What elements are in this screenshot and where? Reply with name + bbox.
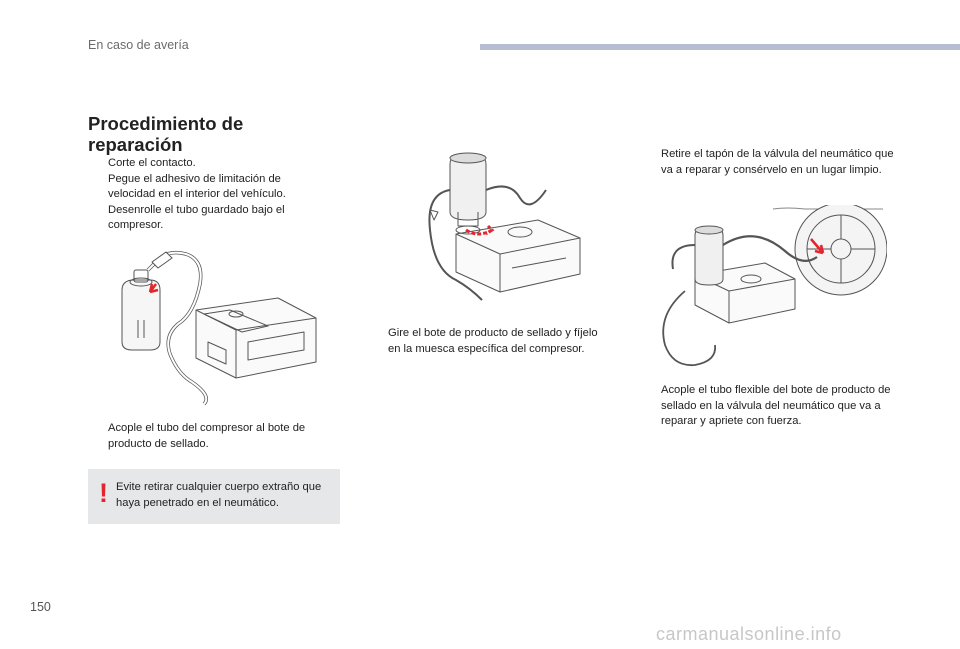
step-text: Pegue el adhesivo de limitación de velocidad en el interior del vehículo. xyxy=(108,172,286,200)
steps-list-column2 xyxy=(368,326,613,357)
step-item xyxy=(88,156,328,172)
step-text: Acople el tubo flexible del bote de producto de sellado en la válvula del neumático que va a reparar y apriete con fuerza. xyxy=(661,384,891,427)
steps-list-column3-bottom xyxy=(641,383,896,430)
step-text: Acople el tubo del compresor al bote de producto de sellado. xyxy=(108,422,306,450)
tyre-valve-connection-illustration xyxy=(655,205,887,370)
bottle-on-compressor-illustration xyxy=(420,150,590,315)
steps-list-column3-top xyxy=(641,147,896,178)
step-item xyxy=(641,383,896,430)
step-item xyxy=(88,172,328,203)
page-title: Procedimiento de reparación xyxy=(88,113,244,155)
step-text: Desenrolle el tubo guardado bajo el compresor. xyxy=(108,203,285,231)
compressor-with-bottle-illustration xyxy=(108,250,326,410)
step-item xyxy=(641,147,896,178)
page-number: 150 xyxy=(30,600,51,614)
step-item xyxy=(88,203,328,234)
step-text: Gire el bote de producto de sellado y fíjelo en la muesca específica del compresor. xyxy=(388,327,598,355)
step-item xyxy=(368,326,613,357)
warning-text: Evite retirar cualquier cuerpo extraño que haya penetrado en el neumático. xyxy=(116,481,322,509)
warning-icon: ! xyxy=(99,478,108,508)
header-accent-bar xyxy=(480,44,960,50)
header-section-title: En caso de avería xyxy=(88,38,189,52)
steps-list-column1 xyxy=(88,156,328,234)
warning-box xyxy=(88,469,340,524)
step-item xyxy=(88,421,333,452)
steps-list-column1-bottom xyxy=(88,421,333,452)
step-text: Retire el tapón de la válvula del neumático que va a reparar y consérvelo en un lugar limpio. xyxy=(661,148,894,176)
watermark-text: carmanualsonline.info xyxy=(656,624,842,644)
step-text: Corte el contacto. xyxy=(108,157,196,169)
